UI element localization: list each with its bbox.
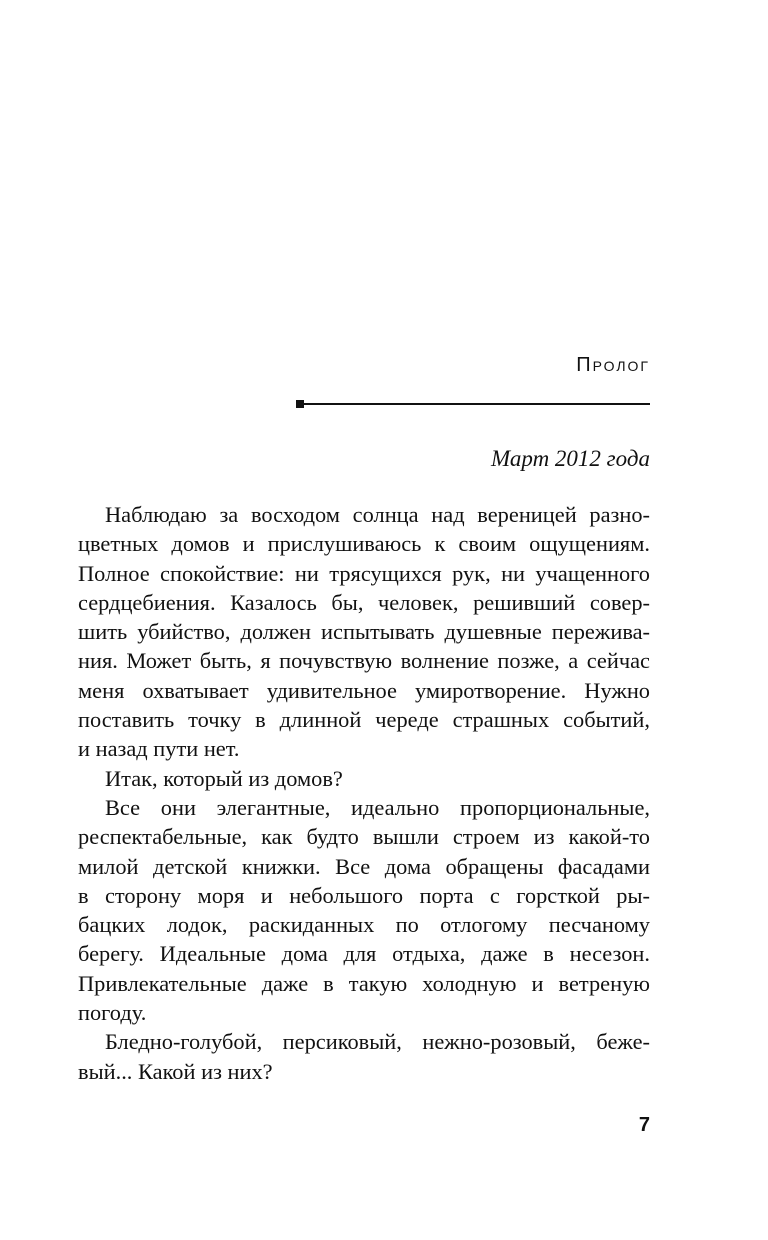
text-line: цветных домов и прислушиваюсь к своим ощущениям. <box>78 531 650 557</box>
text-line: Все они элегантные, идеально пропорциональные, <box>105 794 650 820</box>
text-line: сердцебиения. Казалось бы, человек, решивший совер- <box>78 589 650 615</box>
text-line: и назад пути нет. <box>78 736 240 762</box>
text-line: Полное спокойствие: ни трясущихся рук, ни учащенного <box>78 560 650 586</box>
chapter-date: Март 2012 года <box>491 446 650 471</box>
text-line: меня охватывает удивительное умиротворение. Нужно <box>78 677 650 703</box>
text-line: Итак, который из домов? <box>105 765 343 791</box>
text-line: милой детской книжки. Все дома обращены фасадами <box>78 853 650 879</box>
chapter-title: Пролог <box>576 354 650 376</box>
text-line: вый... Какой из них? <box>78 1058 273 1084</box>
text-line: респектабельные, как будто вышли строем из какой-то <box>78 824 650 850</box>
text-line: в сторону моря и небольшого порта с горсткой ры- <box>78 882 650 908</box>
text-line: бацких лодок, раскиданных по отлогому песчаному <box>78 912 650 938</box>
text-line: Наблюдаю за восходом солнца над вереницей разно- <box>105 502 650 527</box>
title-rule <box>296 403 650 405</box>
text-line: Бледно-голубой, персиковый, нежно-розовый, беже- <box>105 1029 650 1055</box>
text-line: погоду. <box>78 1000 147 1026</box>
text-line: шить убийство, должен испытывать душевные пережива- <box>78 619 650 645</box>
text-line: поставить точку в длинной череде страшных событий, <box>78 707 650 733</box>
text-line: берегу. Идеальные дома для отдыха, даже в несезон. <box>78 941 650 967</box>
page-number: 7 <box>638 1114 650 1136</box>
rule-square-ornament <box>296 400 304 408</box>
text-line: ния. Может быть, я почувствую волнение позже, а сейчас <box>78 648 650 674</box>
text-line: Привлекательные даже в такую холодную и ветреную <box>78 970 650 996</box>
body-text <box>78 500 650 1086</box>
